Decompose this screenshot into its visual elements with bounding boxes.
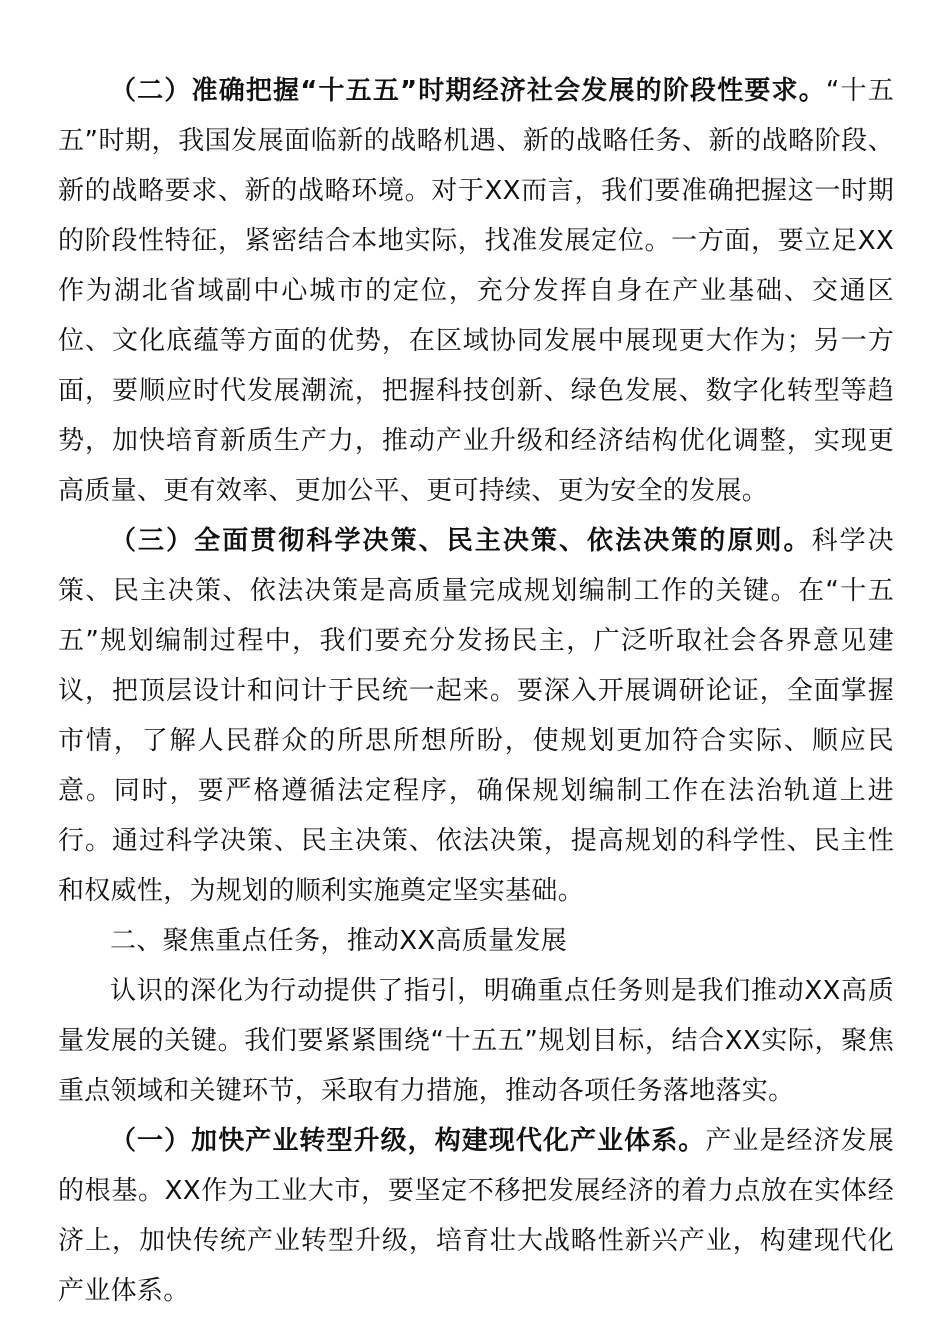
document-page	[58, 66, 894, 1316]
section-intro-paragraph: 认识的深化为行动提供了指引，明确重点任务则是我们推动XX高质量发展的关键。我们要紧紧围绕“十五五”规划目标，结合XX实际，聚焦重点领域和关键环节，采取有力措施，推动各项任务落地落实。	[58, 976, 894, 1106]
paragraph-stage-requirements	[58, 66, 894, 516]
paragraph-decision-principles	[58, 516, 894, 916]
paragraph-body-text: “十五五”时期，我国发展面临新的战略机遇、新的战略任务、新的战略阶段、新的战略要求、新的战略环境。对于XX而言，我们要准确把握这一时期的阶段性特征，紧密结合本地实际，找准发展定位。一方面，要立足XX作为湖北省域副中心城市的定位，充分发挥自身在产业基础、交通区位、文化底蕴等方面的优势，在区域协同发展中展现更大作为；另一方面，要顺应时代发展潮流，把握科技创新、绿色发展、数字化转型等趋势，加快培育新质生产力，推动产业升级和经济结构优化调整，实现更高质量、更有效率、更加公平、更可持续、更为安全的发展。	[58, 76, 894, 506]
paragraph-industry-upgrade	[58, 1116, 894, 1316]
section-heading: 二、聚焦重点任务，推动XX高质量发展	[110, 926, 568, 956]
paragraph-lead-heading: （一）加快产业转型升级，构建现代化产业体系。	[110, 1126, 706, 1156]
paragraph-body-text: 产业是经济发展的根基。XX作为工业大市，要坚定不移把发展经济的着力点放在实体经济上，加快传统产业转型升级，培育壮大战略性新兴产业，构建现代化产业体系。	[58, 1126, 894, 1306]
paragraph-lead-heading: （三）全面贯彻科学决策、民主决策、依法决策的原则。	[110, 526, 812, 556]
paragraph-lead-heading: （二）准确把握“十五五”时期经济社会发展的阶段性要求。	[110, 76, 826, 106]
paragraph-body-text: 科学决策、民主决策、依法决策是高质量完成规划编制工作的关键。在“十五五”规划编制过程中，我们要充分发扬民主，广泛听取社会各界意见建议，把顶层设计和问计于民统一起来。要深入开展调研论证，全面掌握市情，了解人民群众的所思所想所盼，使规划更加符合实际、顺应民意。同时，要严格遵循法定程序，确保规划编制工作在法治轨道上进行。通过科学决策、民主决策、依法决策，提高规划的科学性、民主性和权威性，为规划的顺利实施奠定坚实基础。	[58, 526, 894, 906]
